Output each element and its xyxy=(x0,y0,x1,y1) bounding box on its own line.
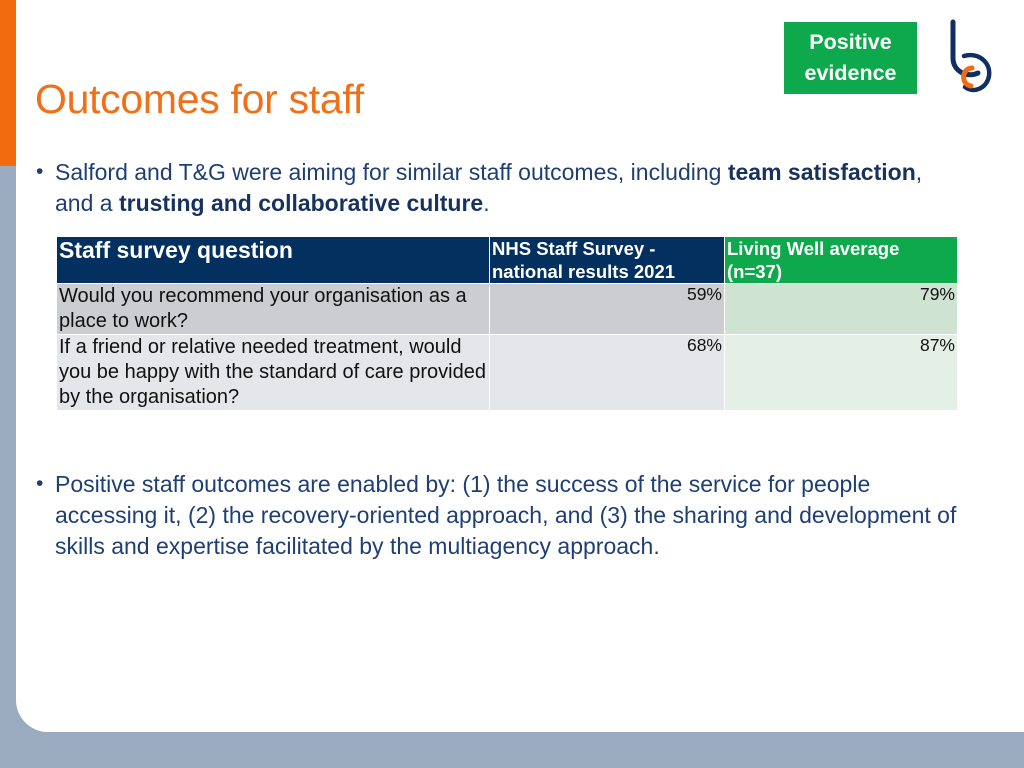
question-cell: If a friend or relative needed treatment, would you be happy with the standard of care provided by the organisation? xyxy=(57,335,490,411)
nhs-value-cell: 68% xyxy=(490,335,725,411)
positive-evidence-badge xyxy=(784,22,917,94)
bc-logo-icon xyxy=(944,18,994,94)
bullet-text-part: Salford and T&G were aiming for similar staff outcomes, including xyxy=(55,159,728,185)
living-well-value-cell: 87% xyxy=(725,335,958,411)
bullet-staff-outcomes xyxy=(36,157,966,219)
nhs-value-cell: 59% xyxy=(490,284,725,335)
bullet-dot: • xyxy=(36,472,44,495)
bullet-dot: • xyxy=(36,160,44,183)
badge-line-1: Positive xyxy=(809,30,892,54)
bullet-text: Positive staff outcomes are enabled by: (1) the success of the service for people accessing it, (2) the recovery-oriented approach, and (3) the sharing and development of skills and expertise facilitated by the multiagency approach. xyxy=(55,471,957,559)
bullet-bold-team-satisfaction: team satisfaction xyxy=(727,159,916,185)
orange-accent-bar xyxy=(0,0,16,166)
staff-survey-table xyxy=(56,236,958,411)
bullet-enablers xyxy=(36,469,966,562)
page-title: Outcomes for staff xyxy=(35,76,364,122)
bullet-text-part: , and a xyxy=(55,159,923,216)
bullet-bold-trusting-culture: trusting and collaborative culture xyxy=(118,190,484,216)
header-living-well: Living Well average (n=37) xyxy=(725,237,958,284)
header-question: Staff survey question xyxy=(57,237,490,284)
table-header-row xyxy=(57,237,958,284)
bullet-text-part: . xyxy=(483,190,490,216)
bullet-text xyxy=(55,157,966,219)
header-nhs-survey: NHS Staff Survey - national results 2021 xyxy=(490,237,725,284)
living-well-value-cell: 79% xyxy=(725,284,958,335)
table-row xyxy=(57,335,958,411)
question-cell: Would you recommend your organisation as a place to work? xyxy=(57,284,490,335)
table-row xyxy=(57,284,958,335)
badge-line-2: evidence xyxy=(804,61,897,85)
